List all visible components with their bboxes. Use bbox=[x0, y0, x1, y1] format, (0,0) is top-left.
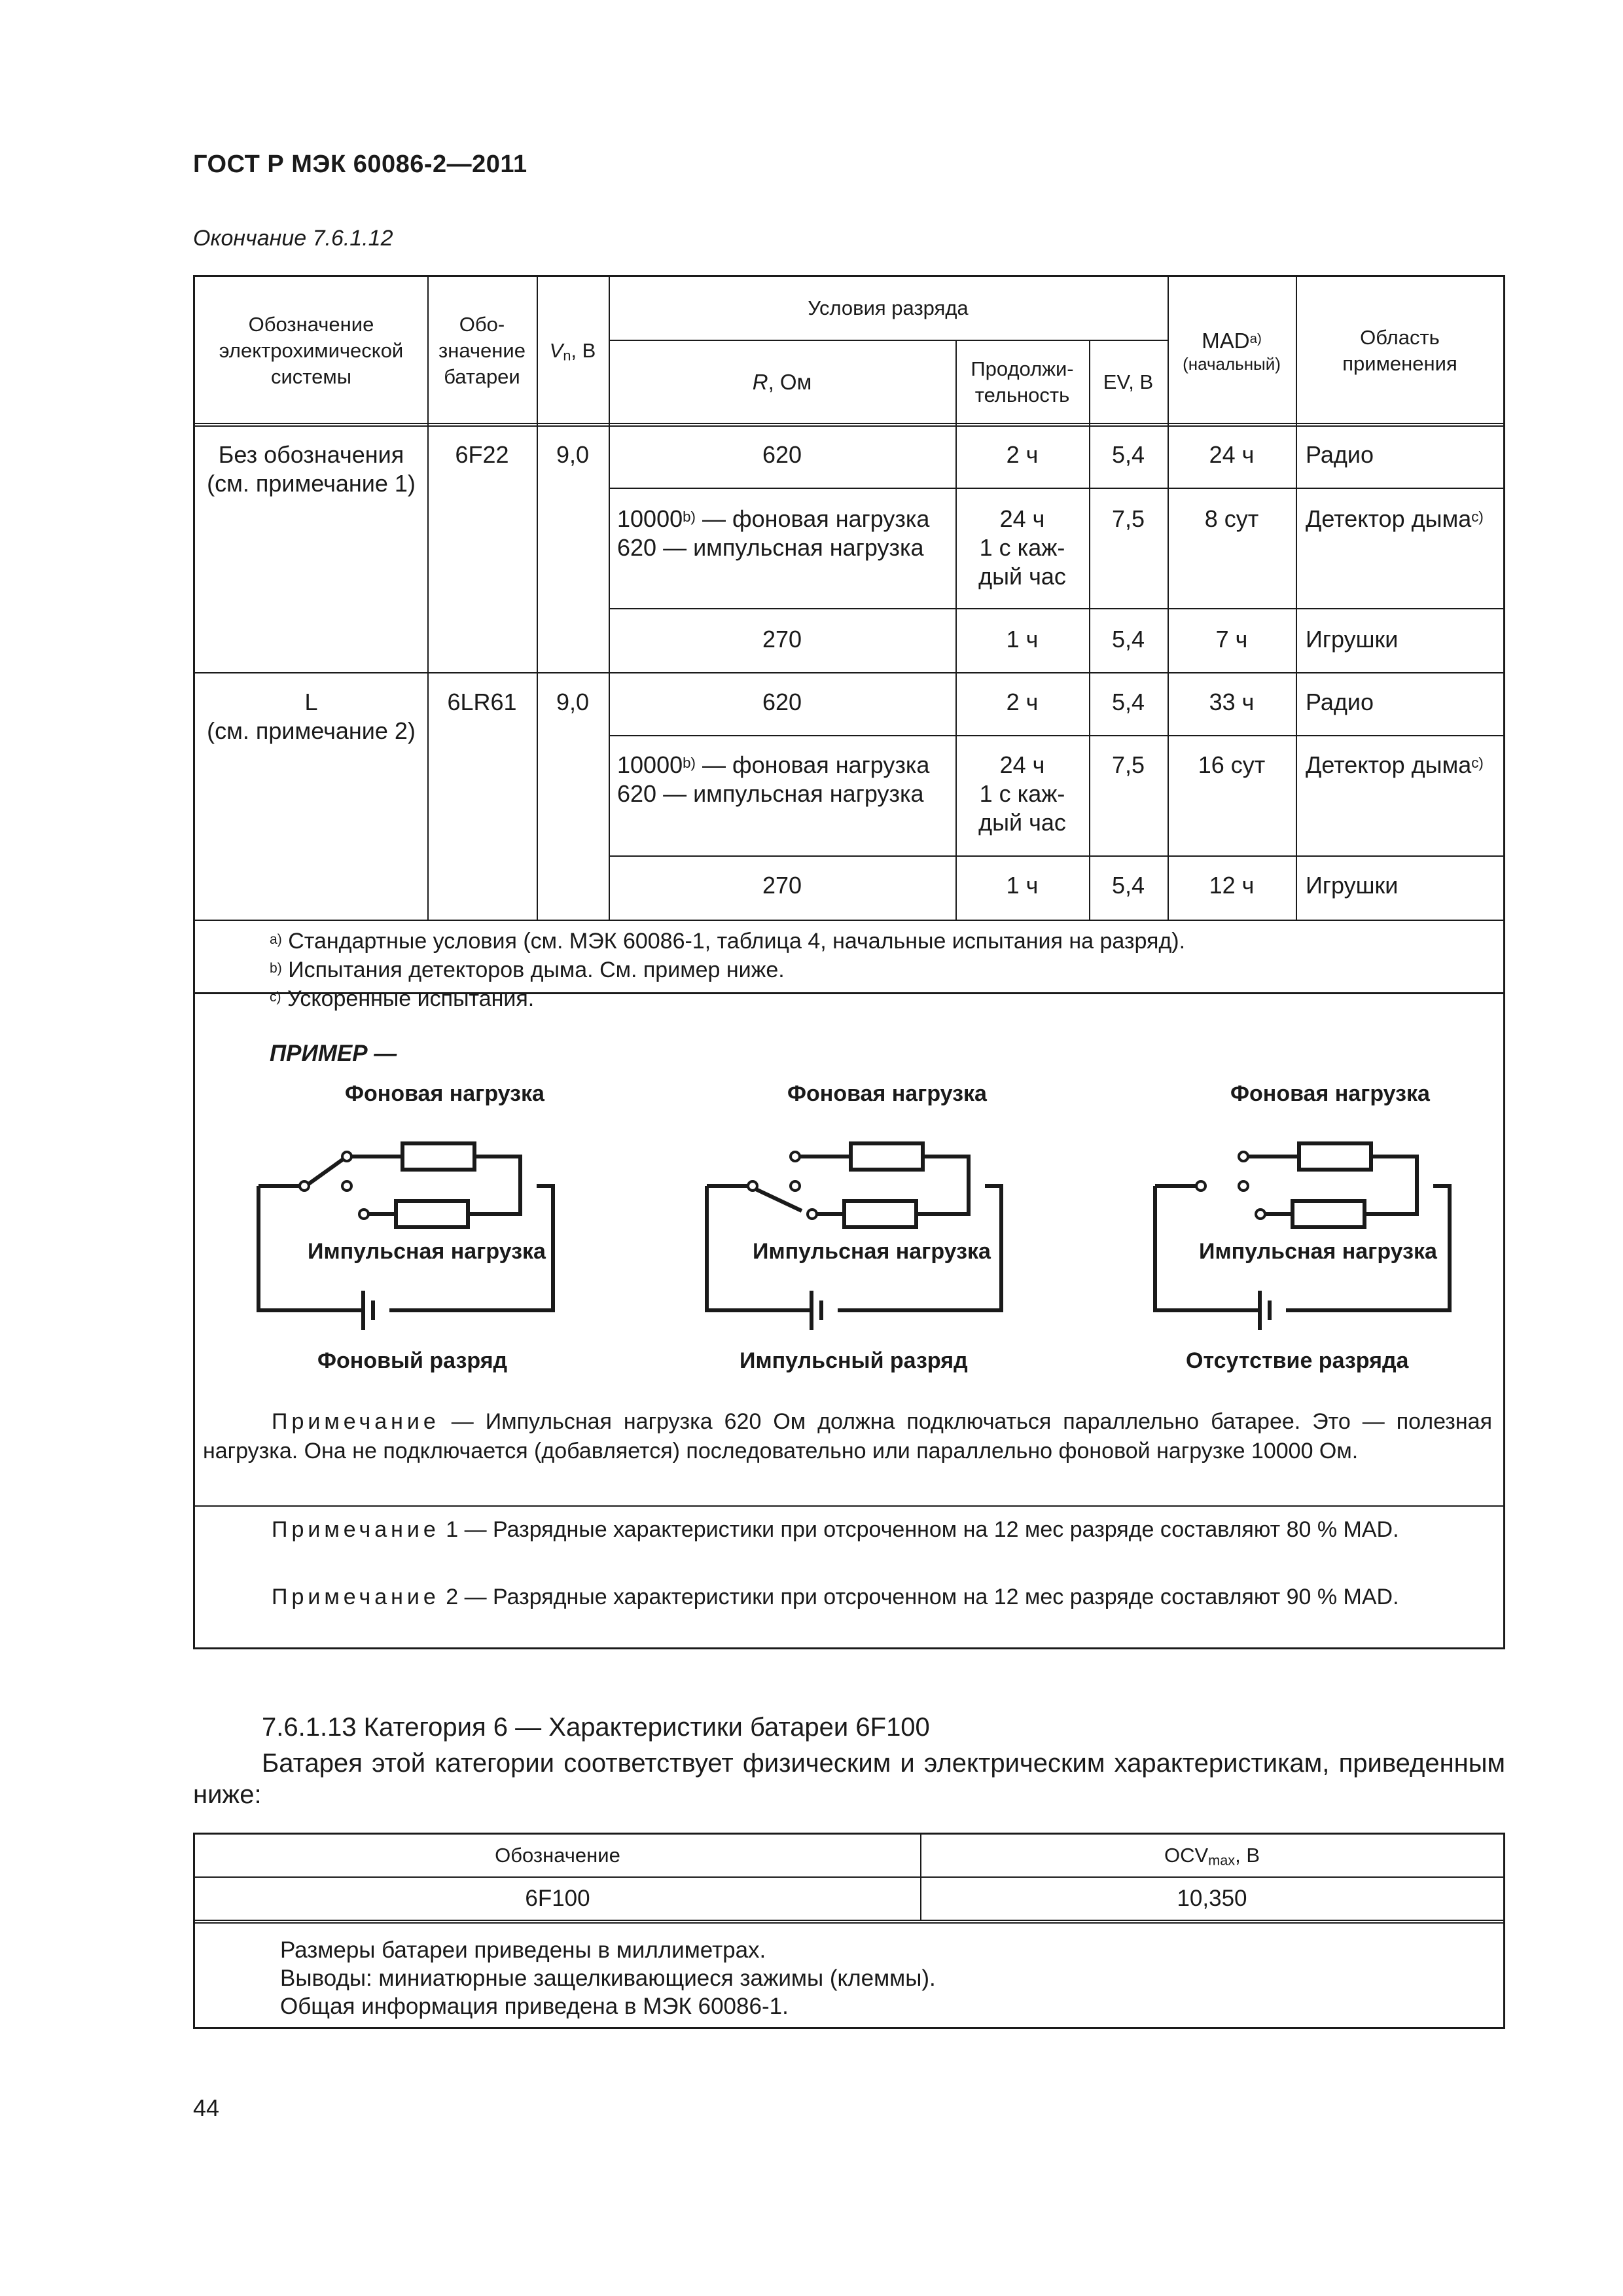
header-voltage: $V_n$, В bbox=[549, 338, 596, 363]
ev-cell: 7,5 bbox=[1111, 751, 1145, 778]
section-paragraph: Батарея этой категории соответствует физическим и электрическим характеристикам, приведенным ниже: bbox=[193, 1749, 1505, 1809]
application-cell: Радио bbox=[1306, 441, 1374, 468]
discharge-table bbox=[193, 275, 1505, 994]
header-resistance: R, Ом bbox=[752, 369, 812, 394]
ev-cell: 7,5 bbox=[1111, 505, 1145, 532]
ev-cell: 5,4 bbox=[1111, 441, 1145, 468]
document-title: ГОСТ Р МЭК 60086-2—2011 bbox=[193, 151, 527, 178]
header-mad: MAD$^{a)}$ (начальный) bbox=[1183, 328, 1281, 374]
continuation-label: Окончание 7.6.1.12 bbox=[193, 226, 393, 251]
header-battery: Обо- значение батареи bbox=[438, 312, 526, 388]
application-cell: Детектор дыма$^{c)}$ bbox=[1306, 505, 1484, 532]
circuit-diagram-pulse bbox=[707, 1143, 1001, 1330]
footnote-c: $^{c)}$ Ускоренные испытания. bbox=[270, 986, 535, 1011]
mad-cell: 7 ч bbox=[1215, 626, 1248, 653]
duration-cell: 1 ч bbox=[1006, 626, 1039, 653]
header-application: Область применения bbox=[1342, 325, 1457, 375]
footnote-a: $^{a)}$ Стандартные условия (см. МЭК 60086-1, таблица 4, начальные испытания на разряд). bbox=[270, 929, 1186, 954]
ev-cell: 5,4 bbox=[1111, 872, 1145, 899]
resistance-cell: 270 bbox=[762, 626, 802, 653]
duration-cell: 24 ч 1 с каж- дый час bbox=[978, 505, 1066, 590]
system-cell: Без обозначения (см. примечание 1) bbox=[207, 441, 416, 497]
footnote-b: $^{b)}$ Испытания детекторов дыма. См. пример ниже. bbox=[270, 958, 785, 982]
voltage-cell: 9,0 bbox=[556, 441, 590, 468]
diagram-2-middle-label: Импульсная нагрузка bbox=[753, 1239, 991, 1264]
note-1: Примечание 1 — Разрядные характеристики при отсроченном на 12 мес разряде составляют 80 % MAD. bbox=[272, 1517, 1399, 1542]
resistance-cell: 10000$^{b)}$ — фоновая нагрузка 620 — импульсная нагрузка bbox=[617, 751, 930, 807]
example-label: ПРИМЕР — bbox=[270, 1041, 397, 1066]
header-duration: Продолжи- тельность bbox=[971, 357, 1074, 406]
application-cell: Радио bbox=[1306, 689, 1374, 715]
duration-cell: 1 ч bbox=[1006, 872, 1039, 899]
battery-cell: 6F22 bbox=[455, 441, 509, 468]
resistance-cell: 10000$^{b)}$ — фоновая нагрузка 620 — импульсная нагрузка bbox=[617, 505, 930, 561]
application-cell: Игрушки bbox=[1306, 626, 1399, 653]
battery-6f100-table bbox=[193, 1833, 1505, 2029]
circuit-diagram-no-discharge bbox=[1155, 1143, 1450, 1330]
resistance-cell: 620 bbox=[762, 441, 802, 468]
system-cell: L (см. примечание 2) bbox=[207, 689, 416, 744]
duration-cell: 2 ч bbox=[1006, 441, 1039, 468]
header-discharge-conditions: Условия разряда bbox=[808, 296, 969, 319]
mad-cell: 8 сут bbox=[1204, 505, 1259, 532]
mad-cell: 33 ч bbox=[1209, 689, 1255, 715]
note-2: Примечание 2 — Разрядные характеристики при отсроченном на 12 мес разряде составляют 90 % MAD. bbox=[272, 1585, 1399, 1609]
header-system: Обозначение электрохимической системы bbox=[219, 312, 404, 388]
header-ocv: $OCV_{max}$, В bbox=[1164, 1844, 1260, 1869]
ev-cell: 5,4 bbox=[1111, 626, 1145, 653]
section-title: 7.6.1.13 Категория 6 — Характеристики батареи 6F100 bbox=[262, 1713, 930, 1742]
diagram-2-caption: Импульсный разряд bbox=[740, 1348, 968, 1373]
resistance-cell: 620 bbox=[762, 689, 802, 715]
application-cell: Игрушки bbox=[1306, 872, 1399, 899]
example-note: Примечание — Импульсная нагрузка 620 Ом должна подключаться параллельно батарее. Это — полезная нагрузка. Она не подключается (добавляется) последовательно или параллельно фоновой нагрузке 10000 Ом. bbox=[203, 1409, 1492, 1463]
designation-value: 6F100 bbox=[525, 1886, 590, 1911]
voltage-cell: 9,0 bbox=[556, 689, 590, 715]
battery-info: Размеры батареи приведены в миллиметрах. Выводы: миниатюрные защелкивающиеся зажимы (клеммы). Общая информация приведена в МЭК 60086-1. bbox=[280, 1937, 936, 2019]
ev-cell: 5,4 bbox=[1111, 689, 1145, 715]
header-ev: EV, В bbox=[1103, 370, 1154, 393]
diagram-3-top-label: Фоновая нагрузка bbox=[1230, 1081, 1430, 1106]
ocv-value: 10,350 bbox=[1177, 1886, 1247, 1911]
diagram-1-top-label: Фоновая нагрузка bbox=[345, 1081, 544, 1106]
diagram-3-caption: Отсутствие разряда bbox=[1186, 1348, 1409, 1373]
battery-cell: 6LR61 bbox=[447, 689, 517, 715]
page-number: 44 bbox=[193, 2094, 220, 2121]
circuit-diagram-background bbox=[259, 1143, 553, 1330]
diagram-3-middle-label: Импульсная нагрузка bbox=[1199, 1239, 1437, 1264]
application-cell: Детектор дыма$^{c)}$ bbox=[1306, 751, 1484, 778]
mad-cell: 24 ч bbox=[1209, 441, 1255, 468]
mad-cell: 16 сут bbox=[1198, 751, 1266, 778]
duration-cell: 2 ч bbox=[1006, 689, 1039, 715]
resistance-cell: 270 bbox=[762, 872, 802, 899]
diagram-1-caption: Фоновый разряд bbox=[317, 1348, 508, 1373]
duration-cell: 24 ч 1 с каж- дый час bbox=[978, 751, 1066, 836]
mad-cell: 12 ч bbox=[1209, 872, 1255, 899]
diagram-2-top-label: Фоновая нагрузка bbox=[787, 1081, 987, 1106]
circuit-diagrams bbox=[249, 1080, 1505, 1381]
header-designation: Обозначение bbox=[495, 1844, 620, 1867]
diagram-1-middle-label: Импульсная нагрузка bbox=[308, 1239, 546, 1264]
